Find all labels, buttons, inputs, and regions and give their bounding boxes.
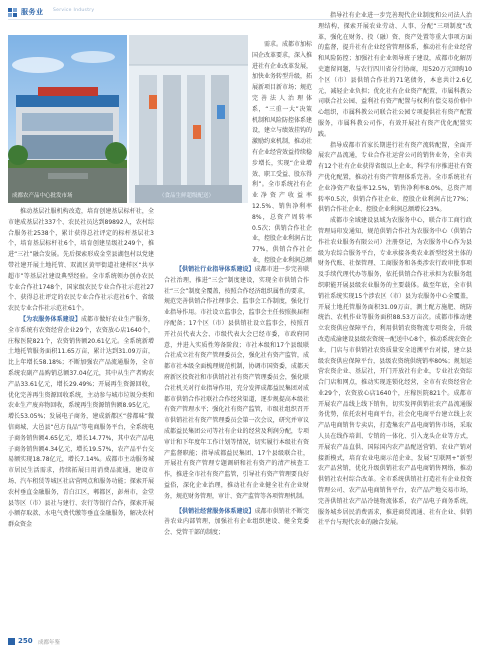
column-1 bbox=[8, 207, 154, 635]
page-marker-icon bbox=[8, 638, 15, 645]
section-heading: 【供销社行业指导体系建设】 bbox=[176, 266, 255, 273]
right-photo-caption: （食品生鲜超级配送） bbox=[159, 193, 215, 199]
paragraph bbox=[164, 507, 309, 539]
section-grid-icon bbox=[8, 8, 17, 17]
section-heading: 【为农服务体系建设】 bbox=[20, 315, 81, 323]
cold-storage-image bbox=[129, 35, 248, 203]
section-title: 服务业 bbox=[21, 8, 44, 16]
left-photo-caption: 成都农产品中心批发市场 bbox=[12, 193, 73, 199]
section-subtitle-en: Service Industry bbox=[53, 8, 95, 13]
page-footer bbox=[8, 637, 472, 647]
paragraph bbox=[164, 265, 309, 503]
warehouse-photo bbox=[129, 35, 248, 203]
paragraph: 推动基层社服机构改造，培育创建基层标杆社，全市建成基层社337个、农民社员达到89892人，农村综合服务社2538个，累计获得总社评定的标杆基层社3个，培育基层标杆社6个，培育创建星级社249个，推进“三社”融合发展。先后探索形成金堂县湖包村以党建带社建开展土地托管、双流区黄甲街道社建样区“共享超市”等基层社建设典型经验。全市系统领办创办农民专业合作社1748个，国家级农民专业合作社示范社27个、获得总社评定的农民专业合作社示范社6个、省级农民专业合作社示范社61个。 bbox=[8, 208, 154, 313]
section-body: 成都市进一步完善联合社治理，推进“三会”制度建设，实现全市供销合作社“三会”制度全覆盖，按照合作经济组织属性的要求，规范完善供销合作社理事会、监事会工作制度，强化行业指导作用。市社设立监事会，监事会主任按照换届程序配备；17个区（市）县供销社设立监事会，按照召开社员代表大会、市级代表大会已经市委，市政府同意，并进入实质性筹备阶段；市社本级和17个县级联合社成立社有资产管理委员会，强化社有资产监管，成都市社本级全面梳理规范机制，协调市国资委，成都天府新区投资社和市供销社社有资产管理委员会，强化联合社机关对行业指导作用，充分发挥成都益民集团对成都市供销合作社联社合作经营渠道，逐步规提高本级社有资产管理水平；强化社有资产监管，市级社组织召开市供销社社有资产管理委员会第一次会议，研究并审议成都益民集团公司等社有企业的经营及利润分配，专项审计和下年度年工作计划等情况，切实履行本级社有资产监督职能；指导成都益民集团、17个县级联合社，开展社有资产管理专题调研和社有资产的清产核查工作，推进全市社有资产监管，引导社有资产管理要良好益俗，深化企业治理，推动社有企业健全社有企业财务，规范财务管理，审计、资产监管等各项管理机制。 bbox=[164, 266, 309, 500]
section-body: 成都市做好农业生产服务，全市系统有农资经营企业29个，农资放心店1640个，庄稼医院821个，农资销售额20.61亿元。全系统新增土地托管服务面积11.65万亩，累计达到31.09万亩，比上年增长58.18%；不断加强农产品流通服务，全市系统农副产品购销总额37.04亿元，其中从生产者购农产品33.61亿元，增长29.49%；开展再生资源回收，优化完善再生资源回收系统，主动参与城市垃圾分类和农业生产废弃物回收，系统再生资源销售额8.95亿元，增长53.05%；发展电子商务，建成新都区“蓉都味”微信商城、大邑县“邑方良品”等电商服务平台，全系统电子商务销售额4.65亿元，增长14.77%，其中农产品电子商务销售额4.34亿元，增长19.57%，农产品平台交易额实现18.78亿元，增长7.14%。成都市主动服务城市居民生活需求，持续拓展日用消费品流通，建设市场、汽车租赁等城区社店营网点和服务功能；探索开展农村垂直金融服务，青白江区，郫都区，彭州市，金堂县等区（市）县社与建行、农行等银行合作，探索开展小额存取款、水电气费代缴等垂直金融服务，解决农村群众资金 bbox=[8, 315, 154, 529]
paragraph: 指导成都市首家长期进行社有资产流转配置，全面开展农产品流通，专业合作社运营公司的销售业务，全市共有12个社有企业获得省级以上企业，科学有序推进社有资产优化配置，推动社有资产管理体系完善。全市系统社有企业净资产收益率12.5%，销售净利率8.0%，总资产周转率0.5次，供销合作社企业、控股企业利润占比77%；供销合作社企业、控股企业利润总额增长23%。 bbox=[318, 141, 472, 214]
column-2-top bbox=[252, 40, 312, 265]
paragraph: 指导社有企业进一步完善现代企业制度和公司法人治理结构，探索开展农业劳动、人事、分配“三项制度”改革，强化在财务、投（融）资、资产处置等重大事项方面的监督，提升社有企业经营管理体系，推动社有企业经营和风险防控；加强社有企业领导班子建设，成都市化解历史遗留问题，与农行四川省分行协商，用520万元回购10个区（市）县供销合作社的71笔债务，本息共计2.6亿元，减轻企业负担；优化社有企业资产配置，市属科教公司联合社公园、益利社有资产配置与权利有偿交易价格中心组织，市属科教公司联合社公园专项提供社有资产配置服务，市属科教公司作，有效开展社有资产优化配置实践。 bbox=[318, 12, 472, 138]
column-2 bbox=[164, 265, 309, 635]
section-heading: 【供销社经营服务体系建设】 bbox=[176, 507, 255, 515]
photo-strip bbox=[8, 35, 248, 203]
paragraph bbox=[8, 315, 154, 531]
market-photo bbox=[8, 35, 127, 203]
paragraph: 成都市全域建设县域为农服务中心，联合市工商行政管理局印发通知，规范供销合作社为农服务中心（供销合作社农业服务有限公司）注册登记，为农服务中心作为县级为农综合服务平台，专业承接各类农业新型经营主体的财务代账、社保管理、工商服务和各类涉农行政审批事项及手续代理代办等服务，依托供销合作社承担为农服务组织职能开展县级农业服务的主要载体。截至年底，全市供销社系统实现15个涉农区（市）县为农服务中心全覆盖，开展土地托管服务面积31.09万亩，测土配方施肥、统防统治、农机作业等服务面积88.53万亩次。成都市推动建立农资供应保障平台，利用供销农资物流专项资金，升级改造成渝建设县级农资统一配送中心8个，推动系统农资企业，门店与市供销社农资质量安全追溯平台对接，建立县级农资供应保障平台，县级农资统供统销率80%；规划运营农资企业、基层社，开门开放社有企业，专业社农资综合门店和网点，推动实现连锁化经营，全市有农资经营企业29个，农资放心店1640个，庄稼医院821个。成都市开展农产品线上线下销售，切实发挥供销社农产品流通服务优势，依托农村电商平台，社会化电商平台建立线上农产品电商销售专卖店，打造集农产品电商销售市场，采取人员在线作培训、专销的一体化、引入龙头企业等方式，开展农产品直供、国际国内农产品配送营销、农业产销对接新模式，培育农业电商示范企业，发展“互联网+”新型农产品营销，优化升级供销社农产品电商销售网络，推动供销社农村综合改革。全市系统供销社打造社有企业投资管理公司、农产品电商销售平台，农产品产地交易市场，完善供销社农产品冷链物流体系，农产品电子商务系统，服务城乡居民消费需求，推进商贸流通、社有企业、供销社平台与现代农业的融合发展。 bbox=[318, 217, 472, 527]
page-number: 250 bbox=[18, 637, 33, 645]
section-body: 成都市供销社不断完善农业内部管理，加强社有企业组织建设、健全党委会、党管干部的制度； bbox=[164, 507, 309, 537]
market-building-image bbox=[8, 35, 127, 203]
column-3 bbox=[318, 11, 472, 631]
yearbook-label: 成都年鉴 bbox=[38, 640, 61, 646]
paragraph: 需求。成都市加标国企改革要求，深入推进社有企业改革发展，加快业务转型升级，拓展新项目新市场；规范完善法人治理体系，“三重一大”决策机制和风险防控体系建设，建立与绩效挂钩的激励约束机制，推动社有企业经营效益持续稳步增长，实现“企业增效、职工受益、股东得利”。全市系统社有企业净资产收益率12.5%、销售净利率8%，总资产周转率0.5次；供销合作社企业，控股企业利润占比77%，供销合作社企业，控股企业利润总额 bbox=[252, 41, 312, 264]
